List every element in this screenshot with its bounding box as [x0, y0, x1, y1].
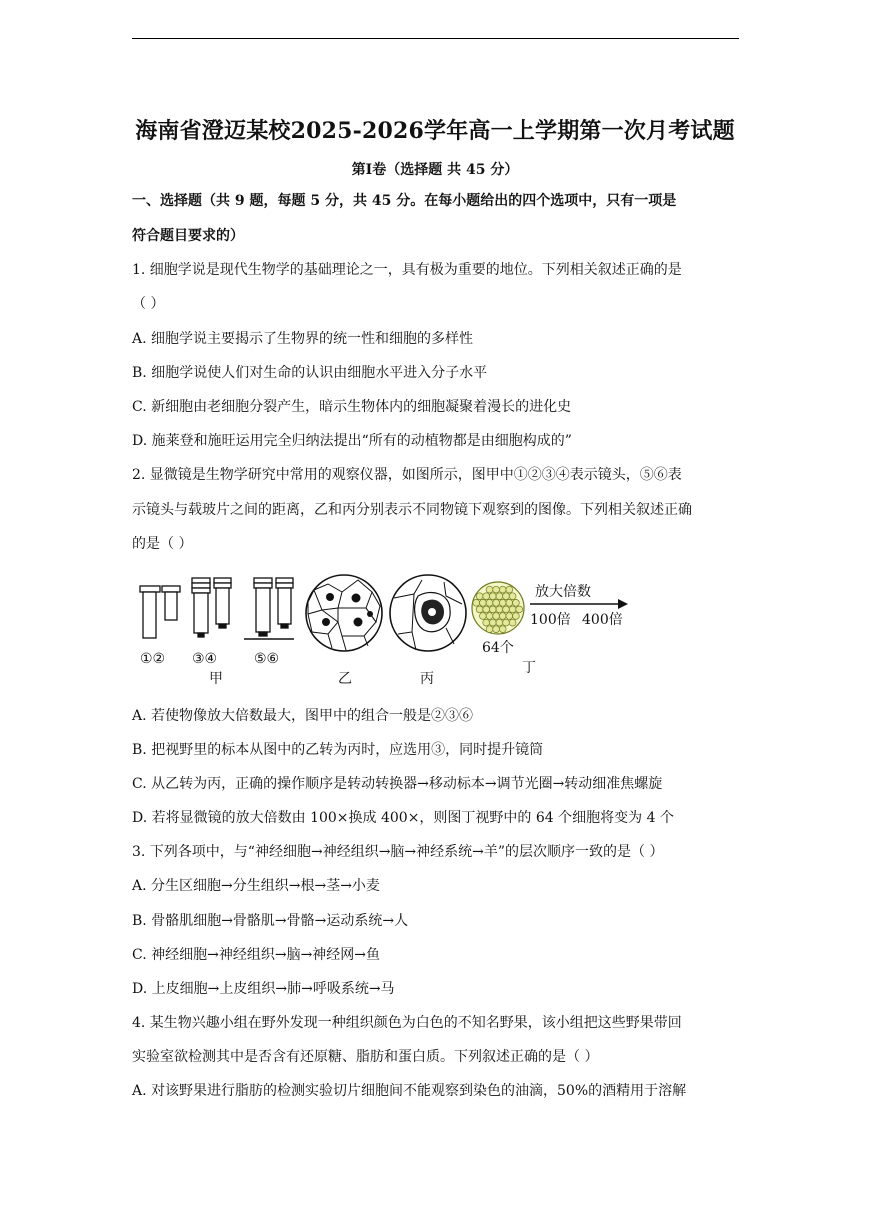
label-lens34: ③④ [192, 651, 218, 667]
cell [503, 619, 510, 626]
header-rule [132, 38, 739, 39]
q2-stem-line1: 2. 显微镜是生物学研究中常用的观察仪器，如图所示，图甲中①②③④表示镜头，⑤⑥表 [132, 467, 682, 483]
label-400x: 400倍 [582, 612, 623, 628]
cell [499, 626, 506, 633]
cell [509, 606, 516, 613]
lens-distance-56 [244, 578, 294, 639]
section-heading-line1: 一、选择题（共 9 题，每题 5 分，共 45 分。在每小题给出的四个选项中，只有一项是 [132, 193, 677, 209]
label-magnify: 放大倍数 [535, 584, 591, 600]
cell [513, 613, 520, 620]
cell [489, 606, 496, 613]
cell [496, 606, 503, 613]
cell [513, 599, 520, 606]
cell [486, 613, 493, 620]
label-dist56: ⑤⑥ [254, 651, 280, 667]
cell [483, 593, 490, 600]
cell [506, 613, 513, 620]
label-jia: 甲 [209, 671, 223, 687]
cell [480, 599, 487, 606]
q1-option-c: C. 新细胞由老细胞分裂产生，暗示生物体内的细胞凝聚着漫长的进化史 [132, 399, 572, 415]
q3-stem: 3. 下列各项中，与“神经细胞→神经组织→脑→神经系统→羊”的层次顺序一致的是（ ） [132, 844, 664, 860]
label-100x: 100倍 [530, 612, 571, 628]
q2-option-a: A. 若使物像放大倍数最大，图甲中的组合一般是②③⑥ [132, 708, 474, 724]
eyepiece-lenses-12 [140, 586, 180, 638]
q1-option-b: B. 细胞学说使人们对生命的认识由细胞水平进入分子水平 [132, 365, 488, 381]
q1-stem-line2: （ ） [132, 296, 165, 312]
label-yi: 乙 [338, 671, 352, 687]
cell [509, 619, 516, 626]
q2-option-b: B. 把视野里的标本从图中的乙转为丙时，应选用③，同时提升镜筒 [132, 742, 544, 758]
cell [476, 593, 483, 600]
cell [476, 606, 483, 613]
cell [499, 599, 506, 606]
view-yi [306, 575, 382, 651]
section-heading-line2: 符合题目要求的） [132, 228, 244, 244]
cell [489, 593, 496, 600]
cell [493, 586, 500, 593]
label-bing: 丙 [420, 671, 434, 687]
q2-option-d: D. 若将显微镜的放大倍数由 100×换成 400×，则图丁视野中的 64 个细胞将变为 4 个 [132, 810, 674, 826]
objective-lenses-34 [192, 578, 231, 637]
label-lens12: ①② [140, 651, 166, 667]
q1-option-a: A. 细胞学说主要揭示了生物界的统一性和细胞的多样性 [132, 331, 474, 347]
cell [516, 606, 523, 613]
cell [493, 613, 500, 620]
magnification-arrow [530, 599, 628, 609]
view-bing [390, 575, 466, 651]
cell [499, 586, 506, 593]
q4-stem-line2: 实验室欲检测其中是否含有还原糖、脂肪和蛋白质。下列叙述正确的是（ ） [132, 1049, 599, 1065]
q4-option-a: A. 对该野果进行脂肪的检测实验切片细胞间不能观察到染色的油滴，50%的酒精用于溶解 [132, 1083, 687, 1099]
page-title: 海南省澄迈某校2025-2026学年高一上学期第一次月考试题 [135, 118, 735, 144]
cell [486, 599, 493, 606]
q1-stem-line1: 1. 细胞学说是现代生物学的基础理论之一，具有极为重要的地位。下列相关叙述正确的是 [132, 262, 682, 278]
q3-option-d: D. 上皮细胞→上皮组织→肺→呼吸系统→马 [132, 981, 395, 997]
q1-option-d: D. 施莱登和施旺运用完全归纳法提出“所有的动植物都是由细胞构成的” [132, 433, 572, 449]
q3-option-b: B. 骨骼肌细胞→骨骼肌→骨骼→运动系统→人 [132, 913, 409, 929]
microscope-figure-svg [132, 570, 642, 690]
cell [499, 613, 506, 620]
cell [496, 619, 503, 626]
cell [486, 586, 493, 593]
cell [506, 599, 513, 606]
page-subtitle: 第Ⅰ卷（选择题 共 45 分） [351, 162, 519, 178]
cell [483, 619, 490, 626]
q2-stem-line3: 的是（ ） [132, 536, 193, 552]
cell [473, 599, 480, 606]
cell [506, 586, 513, 593]
q2-stem-line2: 示镜头与载玻片之间的距离，乙和丙分别表示不同物镜下观察到的图像。下列相关叙述正确 [132, 502, 692, 518]
cell [486, 626, 493, 633]
cell [503, 593, 510, 600]
label-count: 64个 [482, 640, 514, 656]
cell [493, 599, 500, 606]
view-ding [472, 582, 524, 634]
cell [483, 606, 490, 613]
q4-stem-line1: 4. 某生物兴趣小组在野外发现一种组织颜色为白色的不知名野果，该小组把这些野果带回 [132, 1015, 682, 1031]
cell [509, 593, 516, 600]
cell [480, 613, 487, 620]
microscope-figure [132, 570, 642, 690]
cell [496, 593, 503, 600]
q3-option-c: C. 神经细胞→神经组织→脑→神经网→鱼 [132, 947, 381, 963]
label-ding: 丁 [522, 660, 536, 676]
cell [493, 626, 500, 633]
q3-option-a: A. 分生区细胞→分生组织→根→茎→小麦 [132, 878, 380, 894]
cell [489, 619, 496, 626]
q2-option-c: C. 从乙转为丙，正确的操作顺序是转动转换器→移动标本→调节光圈→转动细准焦螺旋 [132, 776, 663, 792]
cell [503, 606, 510, 613]
